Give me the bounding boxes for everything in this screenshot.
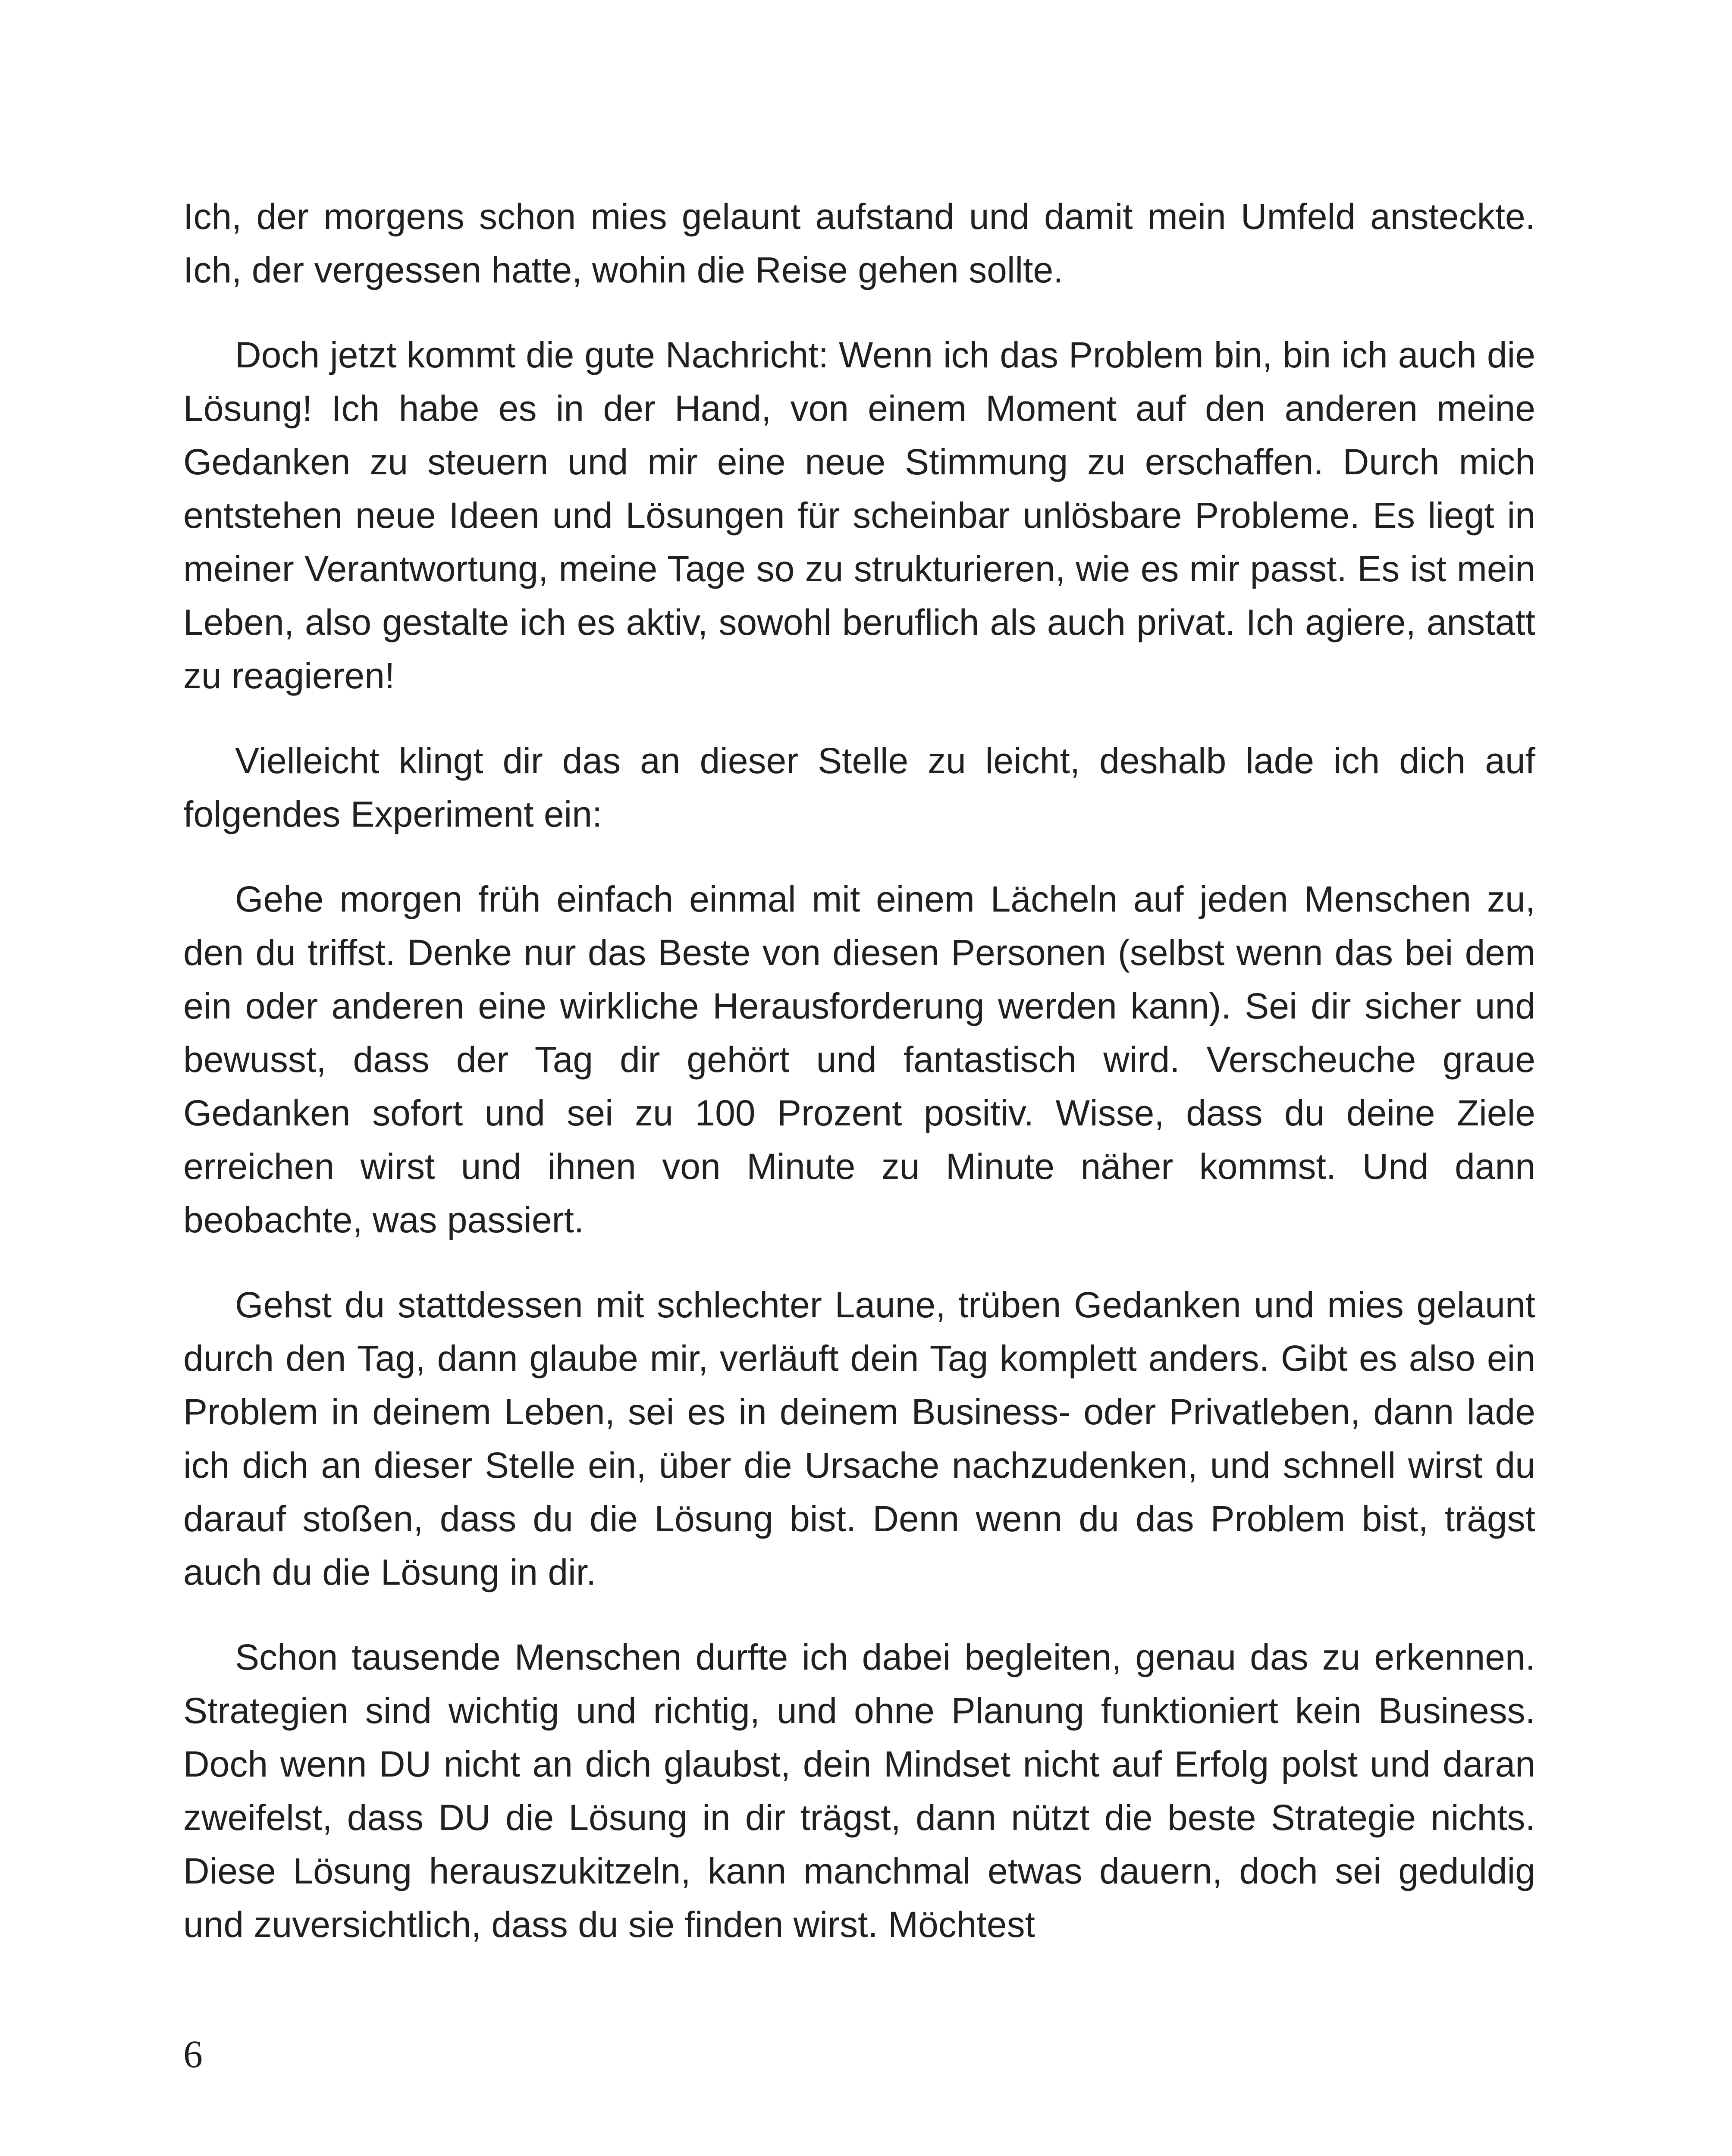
paragraph-4: Gehe morgen früh einfach einmal mit einem Lächeln auf jeden Menschen zu, den du triffst. Denke nur das Beste von diesen Personen (selbst wenn das bei dem ein oder anderen eine wirkliche Herausforderung werden kann). Sei dir sicher und bewusst, dass der Tag dir gehört und fantastisch wird. Verscheuche graue Gedanken sofort und sei zu 100 Prozent positiv. Wisse, dass du deine Ziele erreichen wirst und ihnen von Minute zu Minute näher kommst. Und dann beobachte, was passiert.	[183, 879, 1535, 1240]
paragraph-1: Ich, der morgens schon mies gelaunt aufstand und damit mein Umfeld ansteckte. Ich, der vergessen hatte, wohin die Reise gehen sollte.	[183, 196, 1535, 290]
paragraph-3: Vielleicht klingt dir das an dieser Stelle zu leicht, deshalb lade ich dich auf folgendes Experiment ein:	[183, 740, 1535, 834]
paragraph-5: Gehst du stattdessen mit schlechter Laune, trüben Gedanken und mies gelaunt durch den Tag, dann glaube mir, verläuft dein Tag komplett anders. Gibt es also ein Problem in deinem Leben, sei es in deinem Business- oder Privatleben, dann lade ich dich an dieser Stelle ein, über die Ursache nachzudenken, und schnell wirst du darauf stoßen, dass du die Lösung bist. Denn wenn du das Problem bist, trägst auch du die Lösung in dir.	[183, 1285, 1535, 1592]
paragraph-2: Doch jetzt kommt die gute Nachricht: Wenn ich das Problem bin, bin ich auch die Lösung! Ich habe es in der Hand, von einem Moment auf den anderen meine Gedanken zu steuern und mir eine neue Stimmung zu erschaffen. Durch mich entstehen neue Ideen und Lösungen für scheinbar unlösbare Probleme. Es liegt in meiner Verantwortung, meine Tage so zu strukturieren, wie es mir passt. Es ist mein Leben, also gestalte ich es aktiv, sowohl beruflich als auch privat. Ich agiere, anstatt zu reagieren!	[183, 335, 1535, 696]
paragraph-6: Schon tausende Menschen durfte ich dabei begleiten, genau das zu erkennen. Strategien sind wichtig und richtig, und ohne Planung funktioniert kein Business. Doch wenn DU nicht an dich glaubst, dein Mindset nicht auf Erfolg polst und daran zweifelst, dass DU die Lösung in dir trägst, dann nützt die beste Strategie nichts. Diese Lösung herauszukitzeln, kann manchmal etwas dauern, doch sei geduldig und zuversichtlich, dass du sie finden wirst. Möchtest	[183, 1637, 1535, 1945]
body-text	[183, 190, 1535, 1951]
page-number: 6	[183, 2033, 203, 2076]
